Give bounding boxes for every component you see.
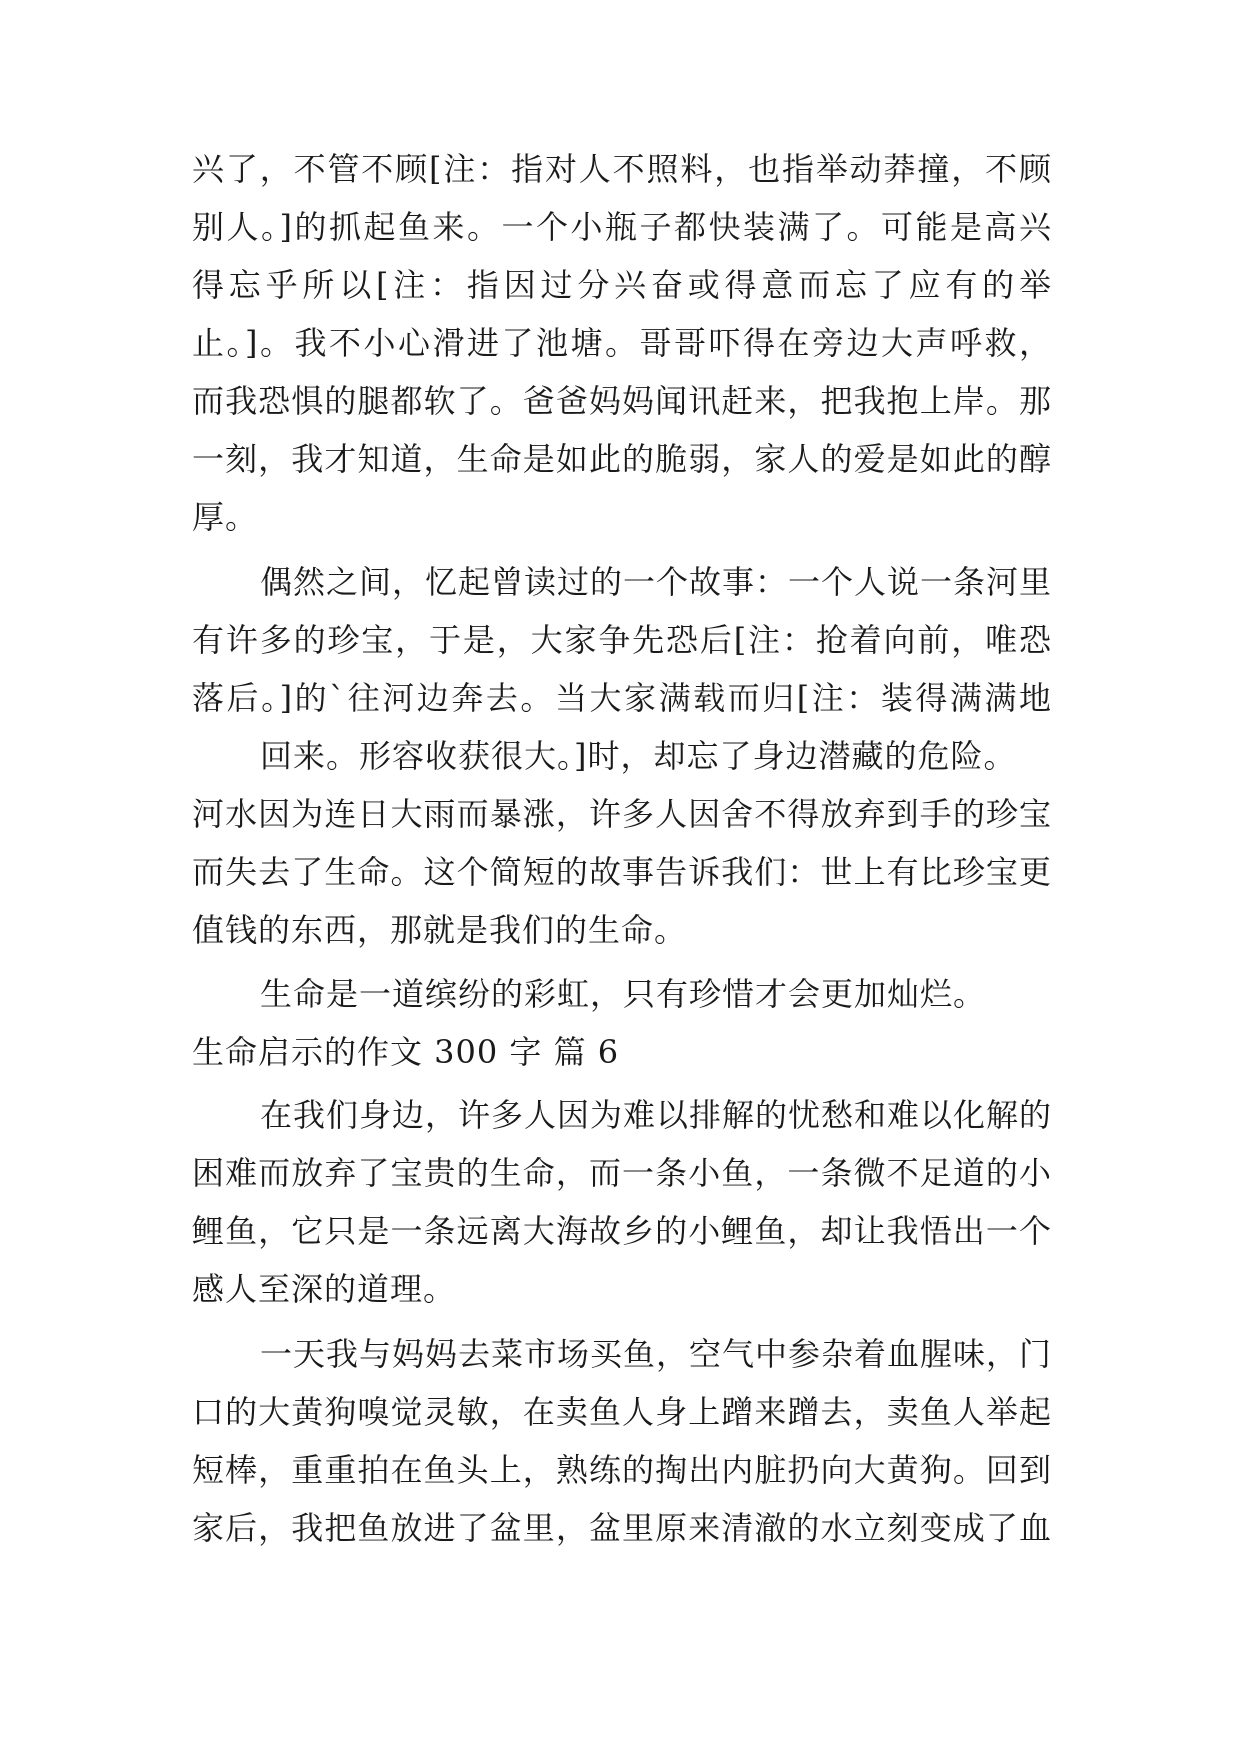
- text-line: 兴了，不管不顾[注：指对人不照料，也指举动莽撞，不顾: [192, 150, 1052, 188]
- text-line: 感人至深的道理。: [192, 1270, 457, 1308]
- section-heading: 生命启示的作文 300 字 篇 6: [192, 1033, 620, 1071]
- text-line: 厚。: [192, 498, 259, 536]
- paragraph-first-line: 回来。形容收获很大。]时，却忘了身边潜藏的危险。: [260, 737, 1017, 775]
- text-line: 别人。]的抓起鱼来。一个小瓶子都快装满了。可能是高兴: [192, 208, 1052, 246]
- paragraph-first-line: 偶然之间，忆起曾读过的一个故事：一个人说一条河里: [260, 563, 1053, 601]
- text-line: 落后。]的`往河边奔去。当大家满载而归[注：装得满满地: [192, 679, 1052, 717]
- text-line: 止。]。我不小心滑进了池塘。哥哥吓得在旁边大声呼救，: [192, 324, 1052, 362]
- text-line: 家后，我把鱼放进了盆里，盆里原来清澈的水立刻变成了血: [192, 1509, 1052, 1547]
- text-line: 困难而放弃了宝贵的生命，而一条小鱼，一条微不足道的小: [192, 1154, 1052, 1192]
- text-line: 鲤鱼，它只是一条远离大海故乡的小鲤鱼，却让我悟出一个: [192, 1212, 1052, 1250]
- paragraph-first-line: 生命是一道缤纷的彩虹，只有珍惜才会更加灿烂。: [260, 975, 987, 1013]
- text-line: 而失去了生命。这个简短的故事告诉我们：世上有比珍宝更: [192, 853, 1052, 891]
- text-line: 短棒，重重拍在鱼头上，熟练的掏出内脏扔向大黄狗。回到: [192, 1451, 1052, 1489]
- text-line: 口的大黄狗嗅觉灵敏，在卖鱼人身上蹭来蹭去，卖鱼人举起: [192, 1393, 1052, 1431]
- text-line: 一刻，我才知道，生命是如此的脆弱，家人的爱是如此的醇: [192, 440, 1052, 478]
- text-line: 有许多的珍宝，于是，大家争先恐后[注：抢着向前，唯恐: [192, 621, 1052, 659]
- paragraph-first-line: 在我们身边，许多人因为难以排解的忧愁和难以化解的: [260, 1096, 1053, 1134]
- text-line: 而我恐惧的腿都软了。爸爸妈妈闻讯赶来，把我抱上岸。那: [192, 382, 1052, 420]
- text-line: 得忘乎所以[注：指因过分兴奋或得意而忘了应有的举: [192, 266, 1052, 304]
- paragraph-first-line: 一天我与妈妈去菜市场买鱼，空气中参杂着血腥味，门: [260, 1335, 1053, 1373]
- text-line: 值钱的东西，那就是我们的生命。: [192, 911, 688, 949]
- text-line: 河水因为连日大雨而暴涨，许多人因舍不得放弃到手的珍宝: [192, 795, 1052, 833]
